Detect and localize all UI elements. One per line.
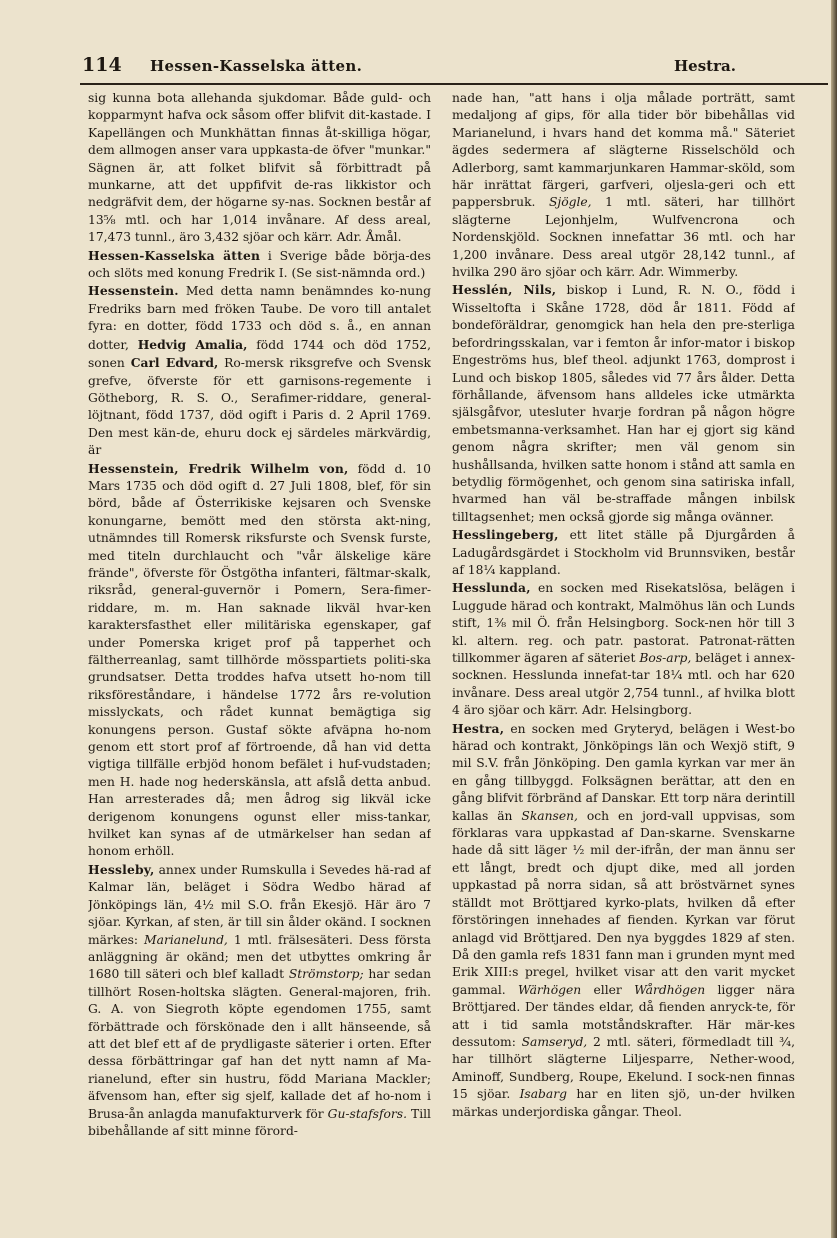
header-rule [80,83,828,85]
paragraph: nade han, "att hans i olja målade porträtt, samt medaljong af gips, för alla tider bör bibehållas vid Marianelund, i hvars hand det komma må." Säteriet ägdes sedermera af slägterne Risselschöld och Adlerborg, samt kammarjunkaren Hammar-sköld, som här inrättat färgeri, garfveri, oljesla-geri och ett pappersbruk. Sjögle, 1 mtl. säteri, har tillhört slägterne Lejonhjelm, Wulfvencrona och Nordenskjöld. Socknen innefattar 36 mtl. och har 1,200 invånare. Dess areal utgör 28,142 tunnl., af hvilka 290 äro sjöar och kärr. Adr. Wimmerby. [452,91,795,280]
entry-hessenstein: Hessenstein. Med detta namn benämndes ko-nung Fredriks barn med fröken Taube. De voro till antalet fyra: en dotter, född 1733 och död s. å., en annan dotter, Hedvig Amalia, född 1744 och död 1752, sonen Carl Edvard, Ro-mersk riksgrefve och Svensk grefve, öfverste för ett garnisons-regemente i Götheborg, R. S. O., Serafimer-riddare, general-löjtnant, född 1737, död ogift i Paris d. 2 April 1769. Den mest kän-de, ehuru dock ej särdeles märkvärdig, är [88,283,431,458]
entry-headword: Hesslunda, [452,580,531,596]
entry-headword: Hesslén, Nils, [452,282,557,298]
header-left-title: Hessen-Kasselska ätten. [150,57,363,75]
person-name: Carl Edvard, [130,355,219,371]
entry-hessleby: Hessleby, annex under Rumskulla i Sevedes hä-rad af Kalmar län, beläget i Södra Wedbo härad af Jönköpings län, 4½ mil S.O. från Ekesjö. Här äro 7 sjöar. Kyrkan, af sten, är till sin ålder okänd. I socknen märkes: Marianelund, 1 mtl. frälsesäteri. Dess första anläggning är okänd; men det utbyttes omkring år 1680 till säteri och blef kalladt Strömstorp; har sedan tillhört Rosen-holtska slägten. General-majoren, frih. G. A. von Siegroth köpte egendomen 1755, samt förbättrade och förskönade den i allt hänseende, så att det blef ett af de prydligaste säterier i orten. Efter dessa förbättringar gaf han det nytt namn af Ma-rianelund, efter sin hustru, född Mariana Mackler; äfvensom han, efter sig sjelf, kallade det af ho-nom i Brusa-ån anlagda manufakturverk för Gu-stafsfors. Till bibehållande af sitt minne förord- [88,861,431,1138]
entry-headword: Hessleby, [88,861,155,877]
right-column [452,90,795,1230]
running-header [78,52,830,82]
entry-hesslen-nils: Hesslén, Nils, biskop i Lund, R. N. O., född i Wisseltofta i Skåne 1728, död år 1811. Född af bondeföräldrar, genomgick han hela den pre-sterliga befordringsskalan, var i femton år infor-mator i biskop Engeströms hus, blef theol. adjunkt 1763, domprost i Lund och biskop 1805, således vid 77 års ålder. Detta förhållande, äfvensom hans alldeles icke utmärkta själsgåfvor, utesluter hvarje fordran på någon högre embetsmanna-verksamhet. Han har ej gjort sig känd genom några skrifter; men väl genom sin hushållsanda, hvilken satte honom i stånd att samla en betydlig förmögenhet, och genom sina satiriska infall, hvarmed han väl be-straffade mången inbilsk tilltagsenhet; men också gjorde sig många ovänner. [452,282,795,524]
page-number: 114 [82,54,122,76]
entry-headword: Hestra, [452,720,505,736]
header-right-title: Hestra. [674,57,736,75]
entry-headword: Hessenstein, Fredrik Wilhelm von, [88,460,349,476]
paragraph: sig kunna bota allehanda sjukdomar. Både guld- och kopparmynt hafva ock såsom offer blifvit dit-kastade. I Kapellängen och Munkhättan finnas åt-skilliga högar, dem allmogen anser vara uppkasta-de öfver "munkar." Sägnen är, att folket blifvit så förbittradt på munkarne, att det uppfifvit de-ras likkistor och nedgräfvit dem, der högarne sy-nas. Socknen består af 13⅝ mtl. och har 1,014 invånare. Af dess areal, 17,473 tunnl., äro 3,432 sjöar och kärr. Adr. Åmål. [88,91,431,245]
entry-headword: Hessenstein. [88,283,179,299]
entry-hestra: Hestra, en socken med Gryteryd, belägen i West-bo härad och kontrakt, Jönköpings län och Wexjö stift, 9 mil S.V. från Jönköping. Den gamla kyrkan var mer än en gång tillbyggd. Folksägnen berättar, att den en gång blifvit förbränd af Danskar. Ett torp nära derintill kallas än Skansen, och en jord-vall uppvisas, som förklaras vara uppkastad af Dan-skarne. Svenskarne hade då sitt läger ½ mil der-ifrån, der man ännu ser ett långt, bredt och djupt dike, med all jorden uppkastad på norra sidan, så att bröstvärnet synes ställdt mot Bröttjared kyrko-plats, hvilken då efter förstöringen innehades af fienden. Kyrkan var förut anlagd vid Bröttjared. Den nya byggdes 1829 af sten. Då den gamla refs 1831 fann man i grunden mynt med Erik XIII:s pregel, hvilket visar att den varit mycket gammal. Wärhögen eller Wårdhögen ligger nära Bröttjared. Der tändes eldar, då fienden anryck-te, för att i tid samla motståndskrafter. Här mär-kes dessutom: Samseryd, 2 mtl. säteri, förmedladt till ¾, har tillhört slägterne Liljesparre, Nether-wood, Aminoff, Sundberg, Roupe, Ekelund. I sock-nen finnas 15 sjöar. Isabarg har en liten sjö, un-der hvilken märkas underjordiska gångar. Theol. [452,720,795,1119]
page-edge [831,0,837,1238]
entry-hessenstein-fredrik-wilhelm: Hessenstein, Fredrik Wilhelm von, född d. 10 Mars 1735 och död ogift d. 27 Juli 1808, blef, för sin börd, både af Österrikiske kejsaren och Svenske konungarne, bemött med den största akt-ning, utnämndes till Romersk riksfurste och Svensk furste, med titeln durchlaucht och "vår älskelige käre frände", öfverste för Östgötha infanteri, fältmar-skalk, riksråd, general-guvernör i Pomern, Sera-fimer-riddare, m. m. Han saknade likväl hvar-ken karaktersfasthet eller militäriska egenskaper, gaf under Pomerska kriget prof på tapperhet och fältherreanlag, samt tillhörde mösspartiets politi-ska grundsatser. Detta troddes hafva utsett ho-nom till riksföreståndare, i händelse 1772 års re-volution misslyckats, och rådet kunnat bemägtiga sig konungens person. Gustaf sökte afväpna ho-nom genom ett stort prof af förtroende, då han vid detta vigtiga tillfälle erbjöd honom befälet i huf-vudstaden; men H. hade nog hederskänsla, att afslå detta anbud. Han arresterades då; men ådrog sig likväl icke derigenom konungens ogunst eller miss-tankar, hvilket kan synas af de utmärkelser han sedan af honom erhöll. [88,460,431,859]
entry-headword: Hessen-Kasselska ätten [88,247,261,263]
entry-hesslingeberg: Hesslingeberg, ett litet ställe på Djurgården å Ladugårdsgärdet i Stockholm vid Brunnsviken, består af 18¼ kappland. [452,527,795,577]
entry-hessen-kasselska-atten: Hessen-Kasselska ätten i Sverige både börja-des och slöts med konung Fredrik I. (Se sist-nämnda ord.) [88,247,431,281]
entry-hesslunda: Hesslunda, en socken med Risekatslösa, belägen i Luggude härad och kontrakt, Malmöhus län och Lunds stift, 1⅜ mil Ö. från Helsingborg. Sock-nen hör till 3 kl. altern. reg. och patr. pastorat. Patronat-rätten tillkommer ägaren af säteriet Bos-arp, beläget i annex-socknen. Hesslunda innefat-tar 18¼ mtl. och har 620 invånare. Dess areal utgör 2,754 tunnl., af hvilka blott 4 äro sjöar och kärr. Adr. Helsingborg. [452,580,795,718]
person-name: Hedvig Amalia, [137,336,248,352]
entry-headword: Hesslingeberg, [452,527,559,543]
left-column [88,90,431,1230]
